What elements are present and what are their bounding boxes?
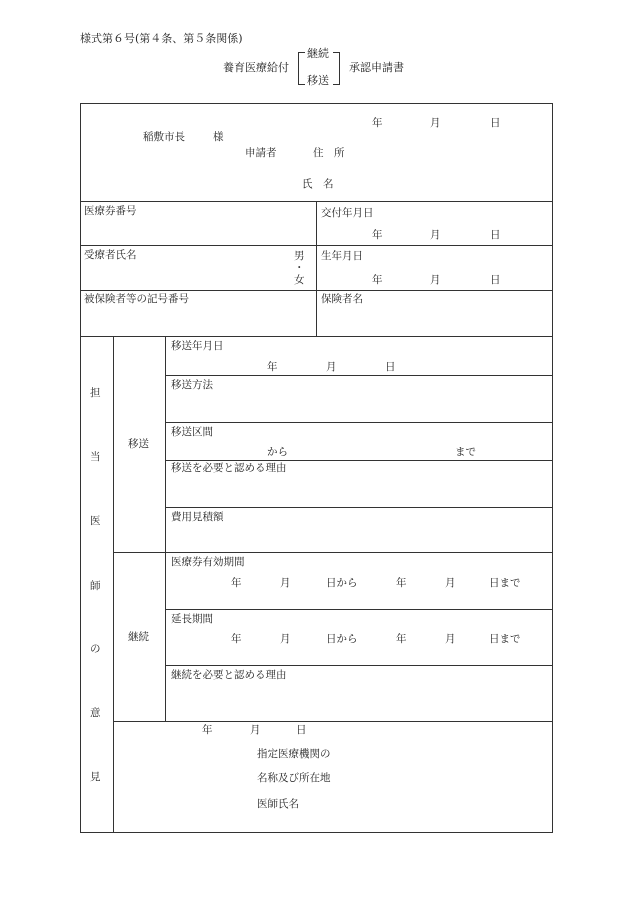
insurer-name-label: 保険者名 (321, 293, 363, 305)
valid-until-year: 年 (396, 577, 407, 589)
sign-year: 年 (202, 724, 213, 736)
date-month: 月 (430, 117, 441, 129)
transfer-date-label: 移送年月日 (171, 340, 224, 352)
transfer-year: 年 (267, 361, 278, 373)
ext-from-year: 年 (231, 633, 242, 645)
form-number: 様式第６号(第４条、第５条関係) (80, 32, 243, 45)
issue-day: 日 (490, 229, 501, 241)
doctor-name-label: 医師氏名 (257, 798, 299, 810)
title-option-transfer: 移送 (307, 74, 329, 87)
vertical-label-char: 担 (90, 387, 101, 399)
valid-until-day: 日まで (489, 577, 521, 589)
route-from: から (267, 446, 288, 458)
date-year: 年 (372, 117, 383, 129)
ext-from-day: 日から (326, 633, 358, 645)
sex-female: 女 (294, 274, 305, 286)
patient-name-label: 受療者氏名 (84, 249, 137, 261)
vertical-label-char: の (90, 643, 101, 655)
hospital-label-line1: 指定医療機関の (257, 748, 331, 760)
sign-month: 月 (250, 724, 261, 736)
transfer-route-label: 移送区間 (171, 426, 213, 438)
vertical-label-char: 師 (90, 580, 101, 592)
extension-period-label: 延長期間 (171, 613, 213, 625)
valid-period-label: 医療券有効期間 (171, 556, 245, 568)
valid-from-month: 月 (280, 577, 291, 589)
vertical-label-char: 医 (90, 515, 101, 527)
sex-separator: ・ (294, 262, 305, 274)
insured-symbol-label: 被保険者等の記号番号 (84, 293, 189, 305)
transfer-section-label: 移送 (128, 438, 149, 450)
birth-month: 月 (430, 274, 441, 286)
name-label: 氏 名 (302, 178, 334, 190)
sign-day: 日 (296, 724, 307, 736)
ext-until-year: 年 (396, 633, 407, 645)
birth-year: 年 (372, 274, 383, 286)
right-bracket (333, 52, 340, 85)
address-label: 住 所 (313, 147, 345, 159)
title-prefix: 養育医療給付 (223, 61, 289, 74)
birth-day: 日 (490, 274, 501, 286)
applicant-label: 申請者 (245, 147, 277, 159)
valid-from-year: 年 (231, 577, 242, 589)
birth-date-label: 生年月日 (321, 250, 363, 262)
route-until: まで (455, 446, 476, 458)
ext-until-month: 月 (445, 633, 456, 645)
transfer-reason-label: 移送を必要と認める理由 (171, 462, 287, 474)
vertical-label-char: 見 (90, 771, 101, 783)
cost-estimate-label: 費用見積額 (171, 511, 224, 523)
continue-reason-label: 継続を必要と認める理由 (171, 669, 287, 681)
honorific: 様 (213, 131, 224, 143)
hospital-label-line2: 名称及び所在地 (257, 772, 331, 784)
transfer-method-label: 移送方法 (171, 379, 213, 391)
date-day: 日 (490, 117, 501, 129)
continue-section-label: 継続 (128, 631, 149, 643)
transfer-month: 月 (326, 361, 337, 373)
issue-year: 年 (372, 229, 383, 241)
ext-from-month: 月 (280, 633, 291, 645)
valid-from-day: 日から (326, 577, 358, 589)
transfer-day: 日 (385, 361, 396, 373)
addressee: 稲敷市長 (143, 131, 185, 143)
title-suffix: 承認申請書 (349, 61, 404, 74)
issue-date-label: 交付年月日 (321, 207, 374, 219)
sex-male: 男 (294, 250, 305, 262)
ticket-number-label: 医療券番号 (84, 205, 137, 217)
valid-until-month: 月 (445, 577, 456, 589)
vertical-label-char: 意 (90, 707, 101, 719)
ext-until-day: 日まで (489, 633, 521, 645)
left-bracket (298, 52, 305, 85)
title-option-continue: 継続 (307, 47, 329, 60)
issue-month: 月 (430, 229, 441, 241)
vertical-label-char: 当 (90, 451, 101, 463)
